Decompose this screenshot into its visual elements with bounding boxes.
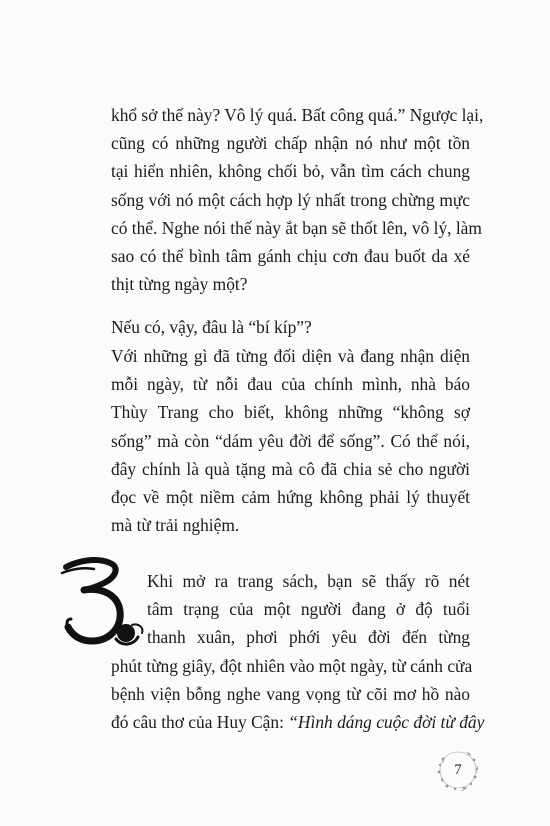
- paragraph-4: [111, 567, 485, 736]
- text-line: Với những gì đã từng đối diện và đang nhận diện: [111, 346, 470, 366]
- paragraph-3: [111, 342, 470, 539]
- text-line: phút từng giây, đột nhiên vào một ngày, từ cánh cửa: [111, 655, 473, 676]
- text-line: thanh xuân, phơi phới yêu đời đến từng: [147, 627, 470, 648]
- text-line: Thùy Trang cho biết, không những “không sợ: [111, 402, 470, 423]
- italic-quote: “Hình dáng cuộc đời từ đây: [288, 712, 485, 733]
- text-line: có thể. Nghe nói thế này ắt bạn sẽ thốt lên, vô lý, làm: [111, 217, 482, 238]
- text-line: đọc về một niềm cảm hứng không phải lý thuyết: [111, 487, 470, 508]
- page-number-badge: [433, 745, 483, 795]
- text-line: sống” mà còn “dám yêu đời để sống”. Có thể nói,: [111, 430, 470, 451]
- paragraph-1: [111, 101, 484, 298]
- text-line: sống với nó một cách hợp lý nhất trong chừng mực: [111, 189, 470, 210]
- text-line: sao có thể bình tâm gánh chịu cơn đau buốt da xé: [111, 246, 470, 267]
- text-line: tâm trạng của một người đang ở độ tuổi: [147, 599, 470, 620]
- text-line: khổ sở thế này? Vô lý quá. Bất công quá.” Ngược lại,: [111, 105, 484, 125]
- text-line: đây chính là quà tặng mà cô đã chia sẻ cho người: [111, 458, 470, 479]
- text-line: thịt từng ngày một?: [111, 274, 248, 295]
- page-number: 7: [454, 761, 462, 778]
- text-segment: đó câu thơ của Huy Cận:: [111, 712, 289, 733]
- text-line: bệnh viện bỗng nghe vang vọng từ cõi mơ hồ nào: [111, 683, 470, 704]
- text-line: tại hiển nhiên, không chối bỏ, vẫn tìm cách chung: [111, 161, 470, 182]
- text-line: Nếu có, vậy, đâu là “bí kíp”?: [111, 317, 312, 337]
- text-line-last: [111, 708, 485, 736]
- text-line: cũng có những người chấp nhận nó như một tồn: [111, 133, 470, 154]
- paragraph-2: [111, 313, 470, 341]
- text-line: Khi mở ra trang sách, bạn sẽ thấy rõ nét: [147, 571, 470, 591]
- text-line: mà từ trải nghiệm.: [111, 515, 240, 536]
- text-line: mỗi ngày, từ nỗi đau của chính mình, nhà báo: [111, 374, 470, 395]
